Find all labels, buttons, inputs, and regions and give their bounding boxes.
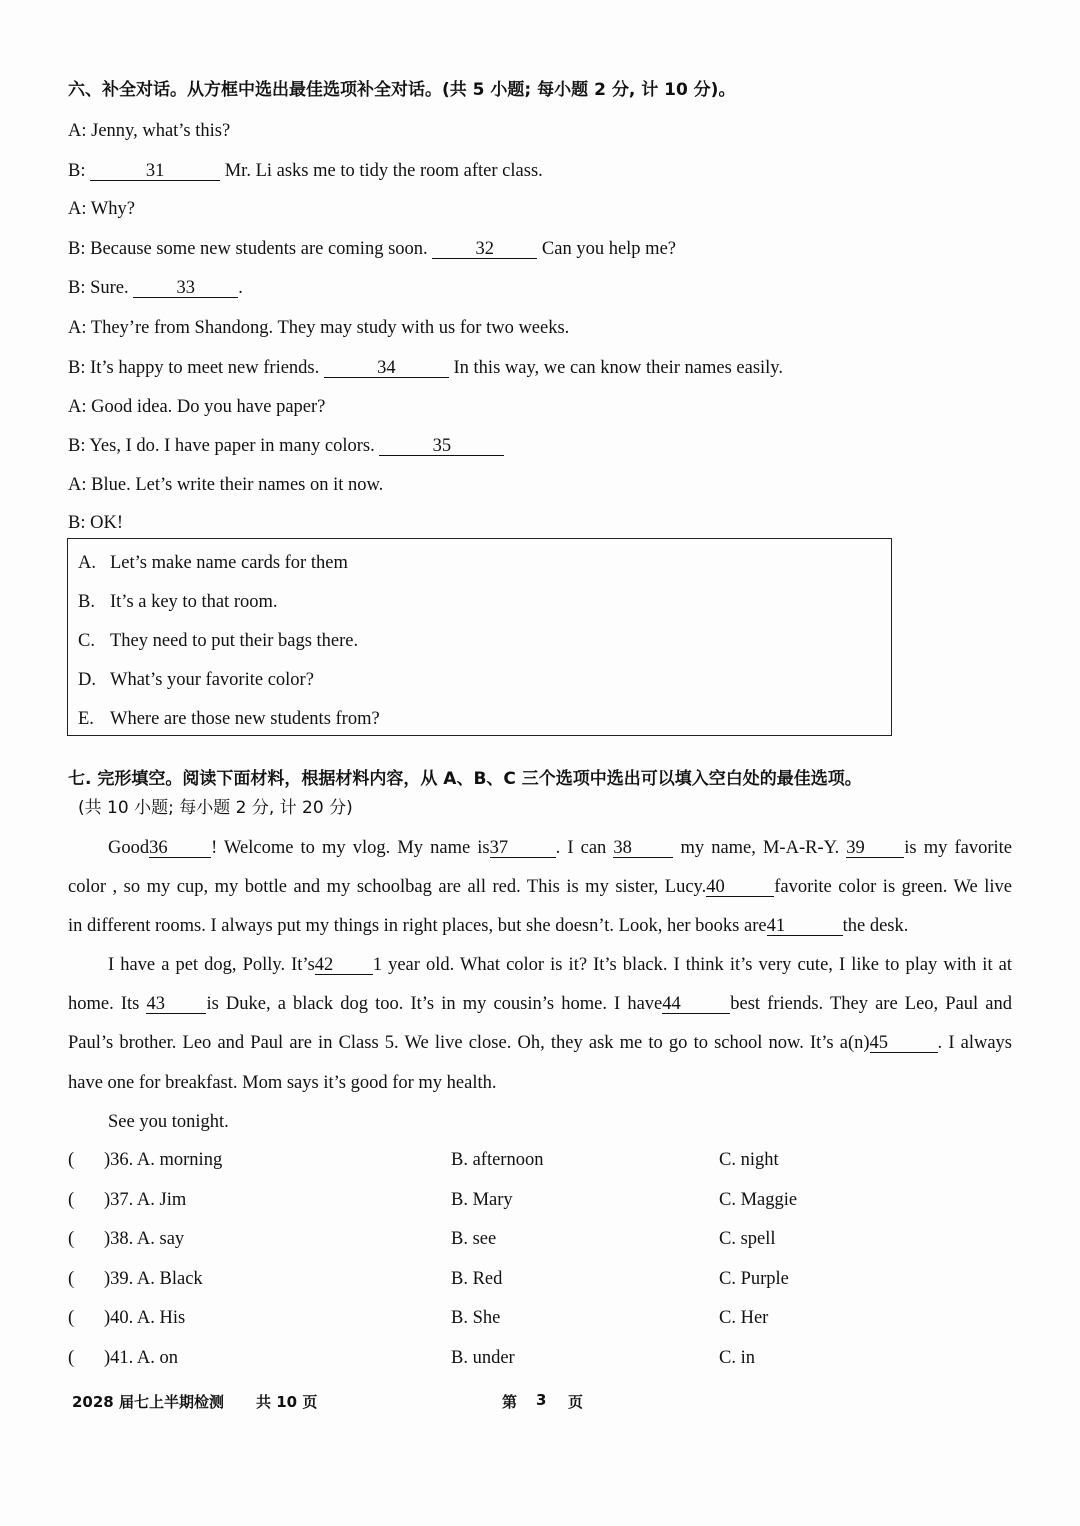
- answer-blank: 35: [379, 437, 504, 456]
- text-segment: I have a pet dog, Polly. It’s: [108, 955, 315, 975]
- question-num: )38. A. say: [104, 1229, 185, 1249]
- text-segment: B: It’s happy to meet new friends.: [68, 358, 324, 378]
- passage-line: [68, 993, 1012, 1015]
- dialogue-line: [68, 160, 543, 182]
- option-text: Let’s make name cards for them: [110, 553, 348, 573]
- question-c: C. Maggie: [719, 1189, 798, 1210]
- text-segment: .: [238, 278, 243, 298]
- question-num: )36. A. morning: [104, 1150, 223, 1170]
- answer-blank: 33: [133, 279, 238, 298]
- question-paren: (: [68, 1347, 75, 1368]
- text-segment: B:: [68, 161, 91, 181]
- question-c: C. Purple: [719, 1268, 789, 1289]
- answer-blank: 32: [432, 240, 537, 259]
- option-item: [78, 553, 348, 574]
- option-text: It’s a key to that room.: [110, 592, 278, 612]
- question-paren: (: [68, 1308, 75, 1328]
- dialogue-line: [68, 198, 135, 220]
- dialogue-line: [68, 435, 504, 457]
- text-segment: See you tonight.: [108, 1112, 229, 1132]
- option-item: [78, 631, 358, 652]
- option-text: They need to put their bags there.: [110, 631, 359, 651]
- question-c: C. spell: [719, 1229, 776, 1249]
- footer-page-prefix: 第: [502, 1393, 518, 1411]
- text-segment: In this way, we can know their names easily.: [448, 358, 783, 378]
- answer-blank: 43: [146, 995, 206, 1014]
- answer-blank: 31: [90, 162, 220, 181]
- text-segment: favorite color is green. We live: [774, 877, 1013, 897]
- text-segment: in different rooms. I always put my things in right places, but she doesn’t. Look, her books are: [68, 916, 767, 936]
- passage-line: [68, 1032, 1012, 1054]
- text-segment: A: Jenny, what’s this?: [68, 121, 231, 141]
- option-letter: E.: [78, 709, 94, 729]
- text-segment: . I can: [555, 838, 614, 858]
- dialogue-line: [68, 512, 123, 534]
- option-item: [78, 670, 314, 691]
- text-segment: B: Sure.: [68, 278, 134, 298]
- answer-blank: 40: [706, 878, 774, 897]
- text-segment: is my favorite: [904, 838, 1012, 858]
- text-segment: the desk.: [842, 916, 909, 936]
- text-segment: Paul’s brother. Leo and Paul are in Class 5. We live close. Oh, they ask me to go to school now. It’s a(n): [68, 1033, 870, 1053]
- dialogue-line: [68, 120, 230, 142]
- passage-line: [68, 1072, 1012, 1094]
- question-num: )40. A. His: [104, 1308, 186, 1328]
- dialogue-line: [68, 317, 569, 339]
- answer-blank: 37: [490, 839, 556, 858]
- question-b: B. afternoon: [451, 1150, 544, 1170]
- text-segment: home. Its: [68, 994, 147, 1014]
- text-segment: B: Because some new students are coming soon.: [68, 239, 433, 259]
- text-segment: have one for breakfast. Mom says it’s good for my health.: [68, 1073, 497, 1093]
- question-paren: (: [68, 1229, 75, 1249]
- text-segment: A: They’re from Shandong. They may study with us for two weeks.: [68, 318, 570, 338]
- question-num: )37. A. Jim: [104, 1189, 187, 1210]
- footer-page-number: 3: [536, 1391, 547, 1409]
- option-letter: A.: [78, 553, 96, 573]
- question-paren: (: [68, 1189, 75, 1210]
- answer-blank: 34: [324, 359, 449, 378]
- dialogue-line: [68, 396, 325, 418]
- text-segment: A: Good idea. Do you have paper?: [68, 397, 326, 417]
- dialogue-line: [68, 277, 243, 299]
- answer-blank: 39: [846, 839, 904, 858]
- question-b: B. see: [451, 1229, 497, 1249]
- text-segment: . I always: [937, 1033, 1012, 1053]
- text-segment: best friends. They are Leo, Paul and: [730, 994, 1012, 1014]
- question-c: C. Her: [719, 1308, 769, 1328]
- footer-exam: 2028 届七上半期检测: [72, 1393, 224, 1411]
- dialogue-line: [68, 357, 783, 379]
- answer-blank: 42: [315, 956, 373, 975]
- option-item: [78, 709, 380, 730]
- answer-blank: 44: [662, 995, 730, 1014]
- answer-blank: 41: [767, 917, 843, 936]
- dialogue-line: [68, 238, 676, 260]
- question-b: B. under: [451, 1347, 515, 1368]
- text-segment: ! Welcome to my vlog. My name is: [211, 838, 490, 858]
- footer-page-suffix: 页: [568, 1393, 584, 1411]
- option-letter: B.: [78, 592, 95, 612]
- question-b: B. Red: [451, 1268, 503, 1289]
- passage-line: [68, 876, 1012, 898]
- text-segment: is Duke, a black dog too. It’s in my cousin’s home. I have: [206, 994, 663, 1014]
- section6-title: 六、补全对话。从方框中选出最佳选项补全对话。(共 5 小题; 每小题 2 分, 计 10 分)。: [68, 80, 736, 100]
- answer-blank: 38: [613, 839, 673, 858]
- section7-title: 七. 完形填空。阅读下面材料，根据材料内容，从 A、B、C 三个选项中选出可以填入空白处的最佳选项。: [68, 769, 862, 789]
- text-segment: A: Blue. Let’s write their names on it now.: [68, 475, 384, 495]
- text-segment: B: Yes, I do. I have paper in many colors.: [68, 436, 380, 456]
- text-segment: 1 year old. What color is it? It’s black. I think it’s very cute, I like to play with it at: [372, 955, 1012, 975]
- answer-blank: 36: [149, 839, 211, 858]
- question-c: C. night: [719, 1150, 779, 1170]
- text-segment: B: OK!: [68, 513, 123, 533]
- footer-total: 共 10 页: [256, 1393, 318, 1411]
- question-num: )41. A. on: [104, 1347, 178, 1368]
- text-segment: Mr. Li asks me to tidy the room after class.: [220, 161, 543, 181]
- option-letter: C.: [78, 631, 95, 651]
- dialogue-line: [68, 474, 383, 496]
- passage-line: [108, 1111, 1012, 1133]
- passage-line: [108, 954, 1012, 976]
- option-letter: D.: [78, 670, 96, 690]
- text-segment: Can you help me?: [537, 239, 676, 259]
- option-item: [78, 592, 278, 613]
- question-paren: (: [68, 1268, 75, 1289]
- answer-blank: 45: [870, 1034, 938, 1053]
- question-b: B. Mary: [451, 1189, 513, 1210]
- text-segment: Good: [108, 838, 150, 858]
- options-box: [67, 538, 892, 736]
- text-segment: color , so my cup, my bottle and my schoolbag are all red. This is my sister, Lucy.: [68, 877, 707, 897]
- question-c: C. in: [719, 1347, 755, 1368]
- text-segment: my name, M-A-R-Y.: [673, 838, 847, 858]
- question-paren: (: [68, 1150, 75, 1170]
- passage-line: [108, 837, 1012, 859]
- passage-line: [68, 915, 1012, 937]
- text-segment: A: Why?: [68, 199, 135, 219]
- section7-subtitle: (共 10 小题; 每小题 2 分, 计 20 分): [78, 798, 353, 818]
- option-text: Where are those new students from?: [110, 709, 380, 729]
- question-num: )39. A. Black: [104, 1268, 203, 1289]
- question-b: B. She: [451, 1308, 501, 1328]
- option-text: What’s your favorite color?: [110, 670, 314, 690]
